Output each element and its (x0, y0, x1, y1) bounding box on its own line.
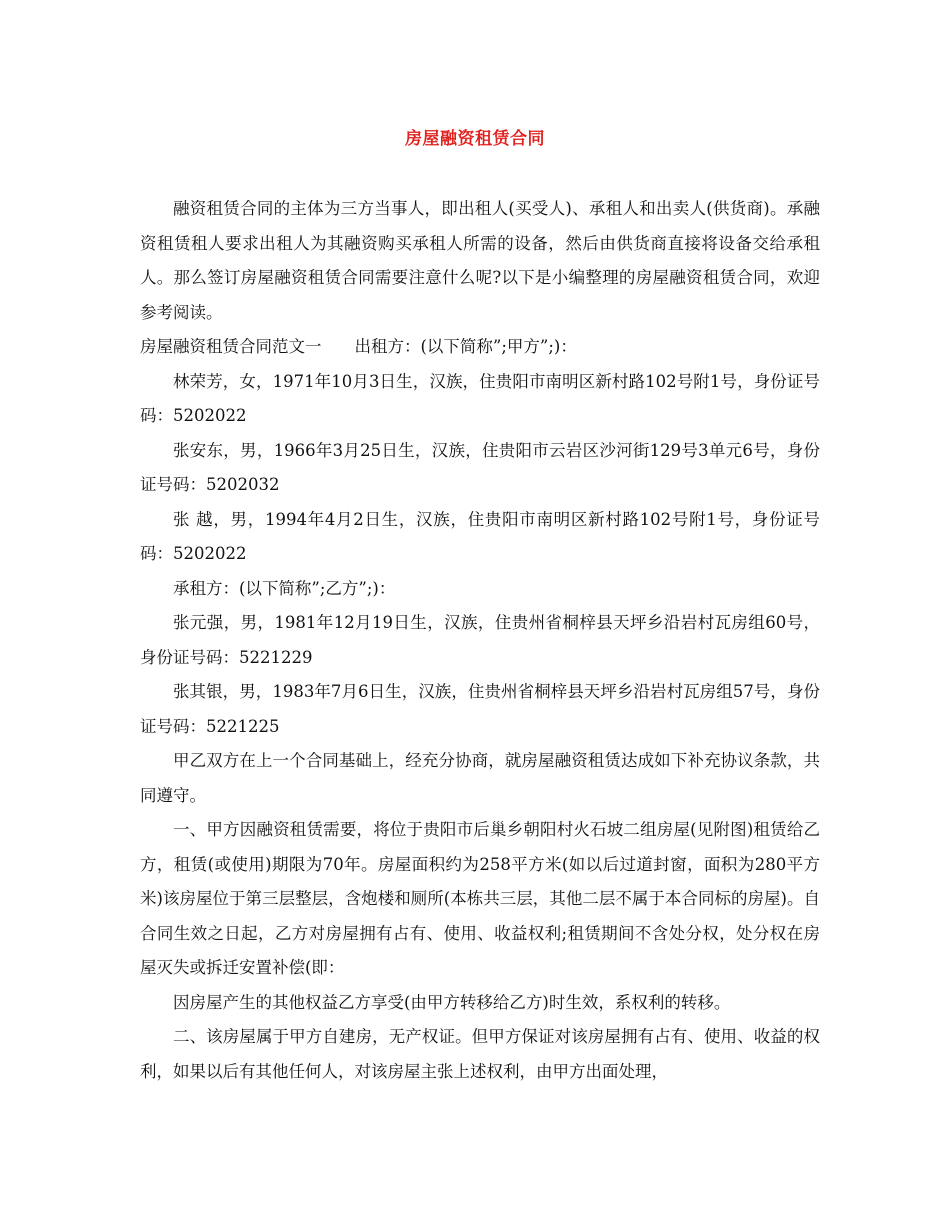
document-title: 房屋融资租赁合同 (405, 129, 545, 149)
paragraph-lessor-1: 林荣芳，女，1971年10月3日生，汉族，住贵阳市南明区新村路102号附1号，身份证号码：5202022 (140, 371, 820, 425)
paragraph-lessor-2: 张安东，男，1966年3月25日生，汉族，住贵阳市云岩区沙河街129号3单元6号，身份证号码：5202032 (140, 440, 820, 494)
paragraph-clause-1-cont: 因房屋产生的其他权益乙方享受(由甲方转移给乙方)时生效，系权利的转移。 (173, 992, 731, 1012)
paragraph-lessee-1: 张元强，男，1981年12月19日生，汉族，住贵州省桐梓县天坪乡沿岩村瓦房组60号，身份证号码：5221229 (140, 613, 820, 667)
paragraph-lessee-2: 张其银，男，1983年7月6日生，汉族，住贵州省桐梓县天坪乡沿岩村瓦房组57号，身份证号码：5221225 (140, 682, 820, 736)
paragraph-intro: 融资租赁合同的主体为三方当事人，即出租人(买受人)、承租人和出卖人(供货商)。承融资租赁租人要求出租人为其融资购买承租人所需的设备，然后由供货商直接将设备交给承租人。那么签订房屋融资租赁合同需要注意什么呢?以下是小编整理的房屋融资租赁合同，欢迎参考阅读。 (140, 199, 820, 322)
paragraph-lessee-heading: 承租方：(以下简称”;乙方”;)： (173, 578, 396, 598)
paragraph-agreement: 甲乙双方在上一个合同基础上，经充分协商，就房屋融资租赁达成如下补充协议条款，共同遵守。 (140, 751, 820, 805)
paragraph-clause-1: 一、甲方因融资租赁需要，将位于贵阳市后巢乡朝阳村火石坡二组房屋(见附图)租赁给乙方，租赁(或使用)期限为70年。房屋面积约为258平方米(如以后过道封窗，面积为280平方米)该房屋位于第三层整层，含炮楼和厕所(本栋共三层，其他二层不属于本合同标的房屋)。自合同生效之日起，乙方对房屋拥有占有、使用、收益权利;租赁期间不含处分权，处分权在房屋灭失或拆迁安置补偿(即： (140, 820, 820, 977)
document-body (140, 192, 820, 1089)
paragraph-lessor-heading: 房屋融资租赁合同范文一 出租方：(以下简称”;甲方”;)： (140, 337, 577, 356)
paragraph-lessor-3: 张 越，男，1994年4月2日生，汉族，住贵阳市南明区新村路102号附1号，身份证号码：5202022 (140, 509, 820, 563)
paragraph-clause-2: 二、该房屋属于甲方自建房，无产权证。但甲方保证对该房屋拥有占有、使用、收益的权利，如果以后有其他任何人，对该房屋主张上述权利，由甲方出面处理， (140, 1027, 820, 1081)
